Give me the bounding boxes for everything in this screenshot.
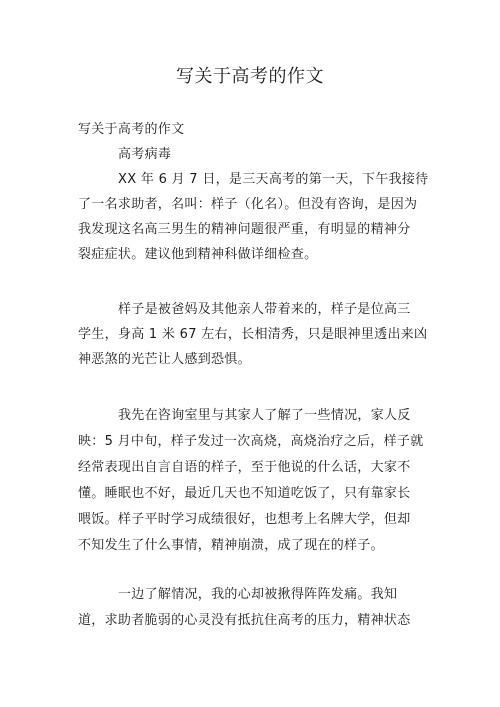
paragraph-3-line-4: 懂。睡眠也不好，最近几天也不知道吃饭了，只有靠家长: [78, 486, 411, 501]
paragraph-2-line-2: 学生，身高 1 米 67 左右，长相清秀，只是眼神里透出来凶: [78, 327, 428, 342]
paragraph-1-line-4: 裂症症状。建议他到精神科做详细检查。: [78, 247, 318, 262]
document-title: 写关于高考的作文: [176, 66, 324, 87]
paragraph-3-line-3: 经常表现出自言自语的样子，至于他说的什么话，大家不: [78, 460, 411, 475]
paragraph-1-line-3: 我发现这名高三男生的精神问题很严重，有明显的精神分: [78, 222, 411, 237]
paragraph-1-line-2: 了一名求助者，名叫：样子（化名）。但没有咨询，是因为: [78, 197, 418, 212]
essay-heading: 高考病毒: [118, 147, 172, 162]
paragraph-4-line-2: 道，求助者脆弱的心灵没有抵抗住高考的压力，精神状态: [78, 613, 411, 628]
paragraph-3-line-2: 映：5 月中旬，样子发过一次高烧，高烧治疗之后，样子就: [78, 434, 424, 449]
document-subtitle: 写关于高考的作文: [78, 122, 185, 137]
paragraph-1-line-1: XX 年 6 月 7 日，是三天高考的第一天，下午我接待: [118, 172, 429, 187]
paragraph-3-line-6: 不知发生了什么事情，精神崩溃，成了现在的样子。: [78, 538, 384, 553]
paragraph-2-line-3: 神恶煞的光芒让人感到恐惧。: [78, 352, 251, 367]
paragraph-3-line-5: 喂饭。样子平时学习成绩很好，也想考上名牌大学，但却: [78, 512, 411, 527]
paragraph-4-line-1: 一边了解情况，我的心却被揪得阵阵发痛。我知: [118, 587, 398, 602]
paragraph-3-line-1: 我先在咨询室里与其家人了解了一些情况，家人反: [118, 408, 411, 423]
paragraph-2-line-1: 样子是被爸妈及其他亲人带着来的，样子是位高三: [118, 302, 411, 317]
